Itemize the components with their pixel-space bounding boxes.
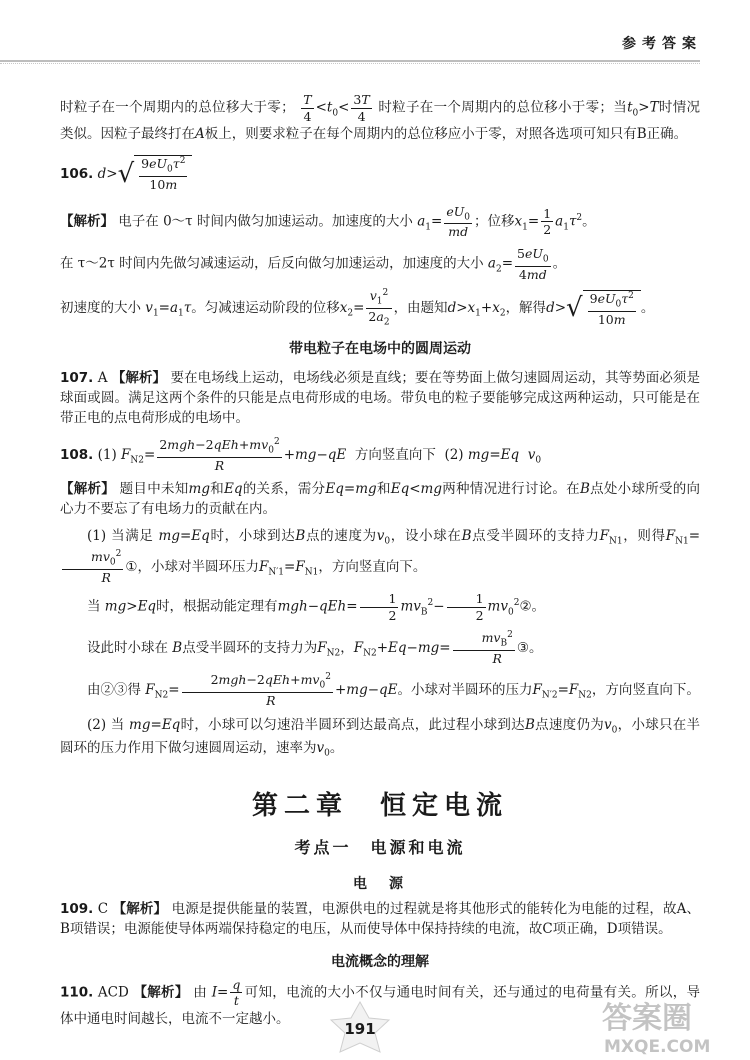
section-heading-circular-motion: 带电粒子在电场中的圆周运动 bbox=[289, 340, 471, 357]
answer-108: 108. (1) $F_{N2}=$ $\frac{2mgh-2qEh+mv_0^2}{R}$ +mg−qE 方向竖直向下 (2) mg=Eq $v_0$ bbox=[60, 436, 542, 473]
analysis-108-case2: 当 mg>Eq时，根据动能定理有mgh−qEh= $\frac{1}{2}$ $mv_B^2-$ $\frac{1}{2}$ $mv_0^2②$。 bbox=[87, 591, 546, 624]
analysis-108-case-b: (2) 当 mg=Eq时，小球可以匀速沿半圆环到达最高点，此过程小球到达B点速度仍为$v_0$，小球只在半圆环的压力作用下做匀速圆周运动，速率为$v_0$。 bbox=[60, 716, 701, 759]
subsection-heading-current-concept: 电流概念的理解 bbox=[331, 953, 429, 970]
svg-text:MXQE.COM: MXQE.COM bbox=[604, 1037, 711, 1057]
chapter-title: 第二章 恒定电流 bbox=[251, 791, 508, 822]
header-rule bbox=[0, 60, 700, 62]
analysis-106-line2: 在 τ～2τ 时间内先做匀减速运动，后反向做匀加速运动，加速度的大小 $a_2=$ $\frac{5eU_0}{4md}$ 。 bbox=[60, 245, 567, 282]
analysis-108-result: 由②③得 $F_{N2}=$ $\frac{2mgh-2qEh+mv_0^2}{R}$ +mg−qE。小球对半圆环的压力$F_{N'2}=F_{N2}$，方向竖直向下。 bbox=[87, 672, 700, 709]
topic-heading: 考点一 电源和电流 bbox=[294, 838, 466, 858]
answer-106: 106. d>√ $\frac{9eU_0\tau^2}{10m}$ bbox=[60, 155, 700, 194]
analysis-108-case1: (1) 当满足 mg=Eq时，小球到达B点的速度为$v_0$，设小球在B点受半圆环的支持力$F_{N1}$，则得$F_{N1}=$ $\frac{mv_0^2}{R}$ ①，小球对半圆环压力$F_{N'1}=F_{N1}$，方向竖直向下。 bbox=[60, 526, 700, 586]
page-number: 191 bbox=[344, 1020, 376, 1038]
svg-text:答案圈: 答案圈 bbox=[602, 1001, 692, 1036]
header-rule-dotted bbox=[0, 63, 700, 64]
answer-110: 110. ACD 【解析】 由 I= $\frac{q}{t}$ 可知，电流的大小不仅与通电时间有关，还与通过的电荷量有关。所以，导体中通电时间越长，电流不一定越小。 bbox=[60, 976, 701, 1027]
paragraph-continuation: 时粒子在一个周期内的总位移大于零； $\frac{T}{4}$ $<t_0<$ $\frac{3T}{4}$ 时粒子在一个周期内的总位移小于零；当$t_0>T$时情况类似。因粒子最终打在A板上，则要求粒子在每个周期内的总位移应小于零，对照各选项可知只有B正确。 bbox=[60, 92, 701, 143]
page-header bbox=[0, 0, 750, 70]
analysis-106-line1: 【解析】 电子在 0～τ 时间内做匀加速运动。加速度的大小 $a_1=$ $\frac{eU_0}{md}$ ；位移$x_1=$ $\frac{1}{2}$ $a_1\tau^2$。 bbox=[60, 203, 596, 240]
subsection-heading-power-source: 电 源 bbox=[353, 876, 407, 893]
analysis-108-intro: 【解析】 题目中未知mg和Eq的关系，需分Eq=mg和Eq<mg两种情况进行讨论。在B点处小球所受的向心力不要忘了有电场力的贡献在内。 bbox=[60, 481, 701, 518]
analysis-106-line3: 初速度的大小 $v_1=a_1\tau$。匀减速运动阶段的位移$x_2=$ $\frac{v_1^2}{2a_2}$ ，由题知$d>x_1+x_2$，解得d>√ $\frac{9eU_0\tau^2}{10m}$ 。 bbox=[60, 288, 655, 328]
answer-107: 107. A 【解析】 要在电场线上运动，电场线必须是直线；要在等势面上做匀速圆周运动，其等势面必须是球面或圆。满足这两个条件的只能是点电荷形成的电场。带负电的粒子要能够完成这两种运动，只可能是在带正电的点电荷形成的电场中。 bbox=[60, 369, 701, 427]
page-content bbox=[60, 92, 700, 1035]
watermark-logo-icon bbox=[596, 992, 746, 1058]
header-title: 参考答案 bbox=[622, 36, 702, 52]
answer-109: 109. C 【解析】 电源是提供能量的装置，电源供电的过程就是将其他形式的能转化为电能的过程，故A、B项错误；电源能使导体两端保持稳定的电压，从而使导体中保持持续的电流，故C项正确，D项错误。 bbox=[60, 901, 701, 938]
analysis-108-support: 设此时小球在 B点受半圆环的支持力为$F_{N2}$，$F_{N2}+Eq-mg=$ $\frac{mv_B^2}{R}$ ③。 bbox=[87, 629, 543, 666]
